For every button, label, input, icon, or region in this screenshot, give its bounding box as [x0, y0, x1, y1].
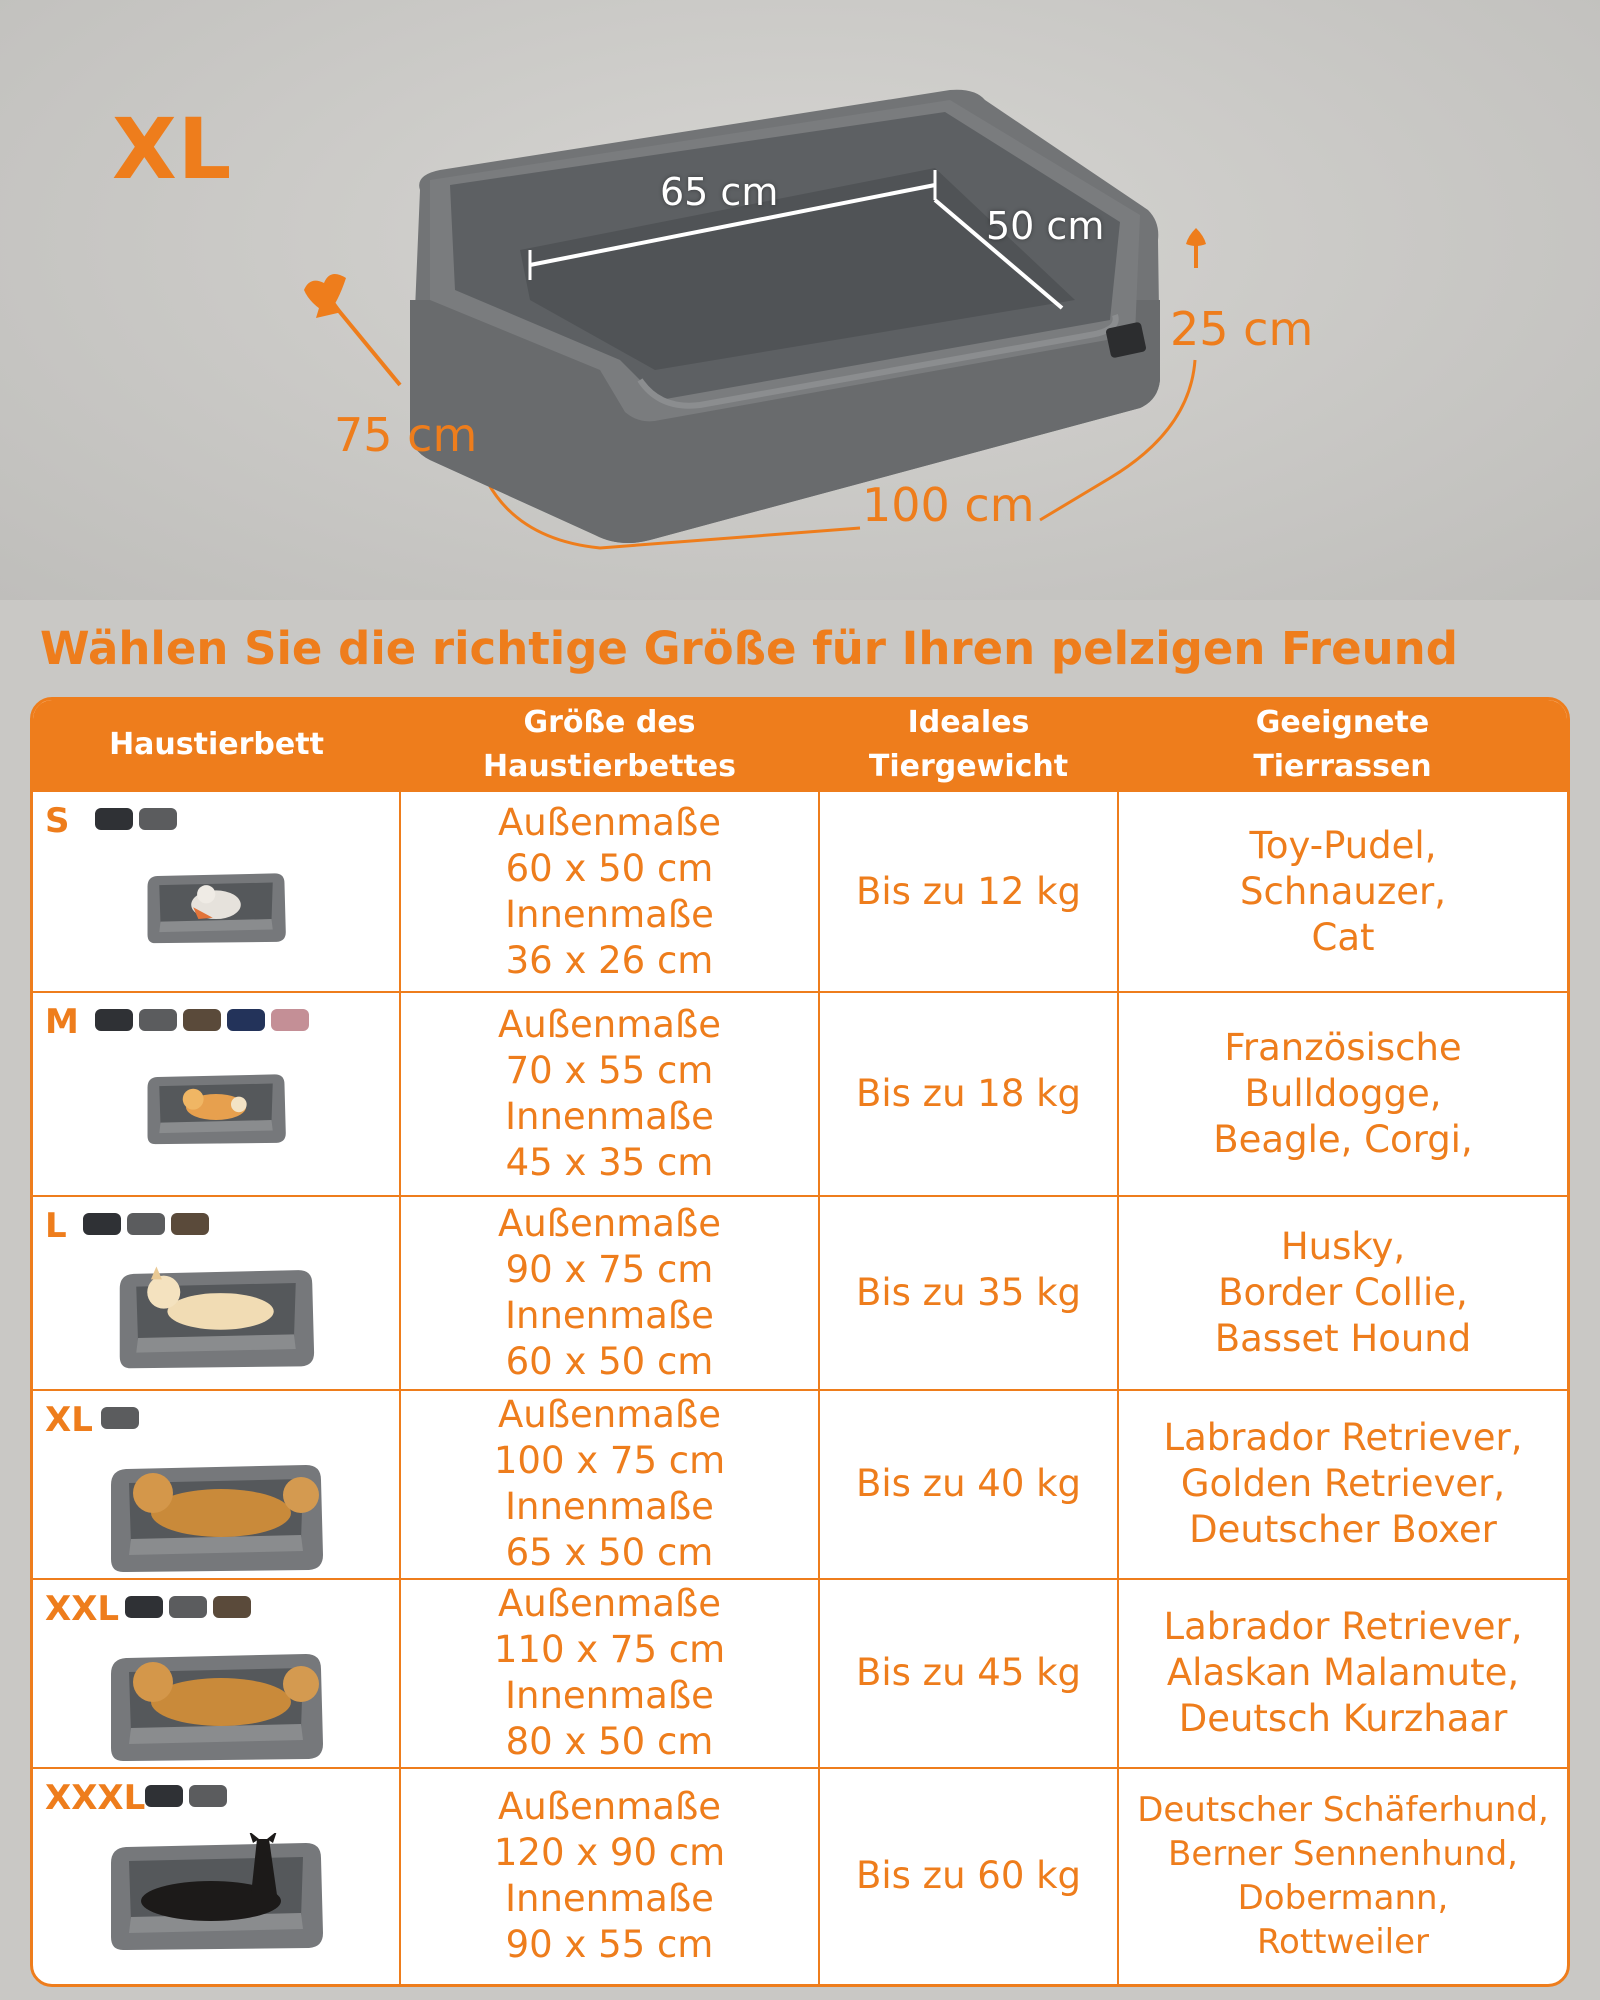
table-header-row [33, 700, 1567, 791]
header-weight: Ideales Tiergewicht [819, 700, 1118, 791]
dimension-type-label: Innenmaße [505, 1877, 714, 1921]
breed-name: Cat [1311, 915, 1375, 959]
color-swatch[interactable] [183, 1009, 221, 1031]
bed-cell [33, 992, 400, 1196]
dimension-type-label: Außenmaße [497, 1785, 722, 1829]
bed-thumbnail [101, 1455, 331, 1575]
breed-name: Rottweiler [1256, 1922, 1430, 1963]
color-swatches [125, 1596, 251, 1618]
dimension-type-label: Innenmaße [505, 1674, 714, 1718]
inner-length-label: 65 cm [660, 170, 779, 214]
size-tag: S [45, 801, 70, 841]
dimensions-cell [400, 1768, 819, 1984]
color-swatch[interactable] [125, 1596, 163, 1618]
hero-section [0, 0, 1600, 600]
dimension-value: 60 x 50 cm [505, 846, 714, 890]
dimension-type-label: Außenmaße [497, 1393, 722, 1437]
size-tag: XXL [45, 1588, 120, 1629]
dimension-type-label: Innenmaße [505, 892, 714, 936]
breed-name: Deutsch Kurzhaar [1178, 1697, 1508, 1741]
dimension-value: 65 x 50 cm [505, 1531, 714, 1575]
breeds-cell [1118, 1196, 1567, 1390]
breed-name: Dobermann, [1237, 1878, 1449, 1919]
dimension-value: 36 x 26 cm [505, 938, 714, 982]
dimensions-cell [400, 1196, 819, 1390]
breeds-cell [1118, 1579, 1567, 1768]
breed-name: Toy-Pudel, [1249, 823, 1437, 867]
size-tag: XXXL [45, 1777, 146, 1818]
breed-name: Labrador Retriever, [1163, 1416, 1523, 1460]
dimension-type-label: Außenmaße [497, 1582, 722, 1626]
depth-label: 75 cm [334, 408, 478, 462]
breed-name: Border Collie, [1218, 1271, 1468, 1314]
dimension-type-label: Innenmaße [505, 1095, 714, 1138]
weight-cell: Bis zu 40 kg [819, 1390, 1118, 1579]
breed-name: Basset Hound [1214, 1317, 1472, 1360]
size-tag: L [45, 1206, 67, 1247]
bed-cell [33, 1196, 400, 1390]
dimension-type-label: Außenmaße [497, 1202, 722, 1245]
dimension-value: 80 x 50 cm [505, 1720, 714, 1764]
color-swatch[interactable] [169, 1596, 207, 1618]
color-swatch[interactable] [189, 1785, 227, 1807]
dimensions-cell [400, 992, 819, 1196]
color-swatch[interactable] [271, 1009, 309, 1031]
weight-cell: Bis zu 18 kg [819, 992, 1118, 1196]
dimensions-cell [400, 1579, 819, 1768]
headline: Wählen Sie die richtige Größe für Ihren pelzigen Freund [40, 622, 1458, 675]
dimension-value: 120 x 90 cm [493, 1831, 726, 1875]
breeds-cell [1118, 1390, 1567, 1579]
table-row [33, 1579, 1567, 1768]
dimension-type-label: Außenmaße [497, 800, 722, 844]
header-size: Größe des Haustierbettes [400, 700, 819, 791]
dimension-type-label: Innenmaße [505, 1294, 714, 1337]
color-swatch[interactable] [101, 1407, 139, 1429]
dimension-value: 60 x 50 cm [505, 1340, 714, 1383]
color-swatches [95, 1009, 309, 1031]
color-swatch[interactable] [227, 1009, 265, 1031]
bed-cell [33, 1768, 400, 1984]
dimension-value: 70 x 55 cm [505, 1049, 714, 1092]
hero-bed-illustration [0, 0, 1600, 600]
color-swatches [83, 1213, 209, 1235]
color-swatch[interactable] [95, 808, 133, 830]
table-row [33, 992, 1567, 1196]
breeds-cell [1118, 1768, 1567, 1984]
color-swatches [145, 1785, 227, 1807]
color-swatch[interactable] [145, 1785, 183, 1807]
dimensions-cell [400, 791, 819, 992]
size-tag: M [45, 1002, 79, 1042]
color-swatch[interactable] [213, 1596, 251, 1618]
length-label: 100 cm [862, 478, 1035, 532]
breed-name: Deutscher Boxer [1189, 1508, 1497, 1552]
breed-name: Beagle, Corgi, [1213, 1118, 1473, 1161]
weight-cell: Bis zu 45 kg [819, 1579, 1118, 1768]
breeds-cell [1118, 791, 1567, 992]
dimension-value: 110 x 75 cm [493, 1628, 726, 1672]
breed-name: Labrador Retriever, [1163, 1605, 1523, 1649]
breed-name: Deutscher Schäferhund, [1137, 1790, 1549, 1831]
weight-cell: Bis zu 12 kg [819, 791, 1118, 992]
color-swatch[interactable] [127, 1213, 165, 1235]
size-tag: XL [45, 1399, 93, 1440]
dimensions-cell [400, 1390, 819, 1579]
breed-name: Schnauzer, [1239, 869, 1446, 913]
inner-width-label: 50 cm [986, 204, 1105, 248]
bed-thumbnail [141, 856, 291, 956]
bed-thumbnail [141, 1057, 291, 1157]
table-row [33, 1768, 1567, 1984]
size-table [30, 697, 1570, 1987]
header-breeds: Geeignete Tierrassen [1118, 700, 1567, 791]
table-row [33, 1196, 1567, 1390]
color-swatch[interactable] [139, 808, 177, 830]
bed-thumbnail [101, 1261, 331, 1371]
breeds-cell [1118, 992, 1567, 1196]
color-swatch[interactable] [95, 1009, 133, 1031]
bed-cell [33, 791, 400, 992]
dimension-type-label: Innenmaße [505, 1485, 714, 1529]
dimension-value: 45 x 35 cm [505, 1141, 714, 1184]
color-swatch[interactable] [83, 1213, 121, 1235]
breed-name: Berner Sennenhund, [1168, 1834, 1518, 1875]
breed-name: Alaskan Malamute, [1166, 1651, 1520, 1695]
hero-size-label: XL [112, 100, 233, 198]
weight-cell: Bis zu 60 kg [819, 1768, 1118, 1984]
breed-name: Französische [1224, 1026, 1462, 1069]
dimension-value: 100 x 75 cm [493, 1439, 726, 1483]
breed-name: Golden Retriever, [1180, 1462, 1506, 1506]
color-swatch[interactable] [139, 1009, 177, 1031]
breed-name: Husky, [1280, 1225, 1406, 1268]
color-swatches [101, 1407, 139, 1429]
dimension-value: 90 x 75 cm [505, 1248, 714, 1291]
bed-thumbnail [101, 1833, 331, 1953]
bed-cell [33, 1390, 400, 1579]
header-bed: Haustierbett [33, 700, 400, 791]
dimension-value: 90 x 55 cm [505, 1923, 714, 1967]
table-row [33, 1390, 1567, 1579]
color-swatch[interactable] [171, 1213, 209, 1235]
weight-cell: Bis zu 35 kg [819, 1196, 1118, 1390]
table-row [33, 791, 1567, 992]
height-label: 25 cm [1170, 302, 1314, 356]
color-swatches [95, 808, 177, 830]
breed-name: Bulldogge, [1244, 1072, 1442, 1115]
dimension-type-label: Außenmaße [497, 1003, 722, 1046]
bed-cell [33, 1579, 400, 1768]
bed-thumbnail [101, 1644, 331, 1764]
